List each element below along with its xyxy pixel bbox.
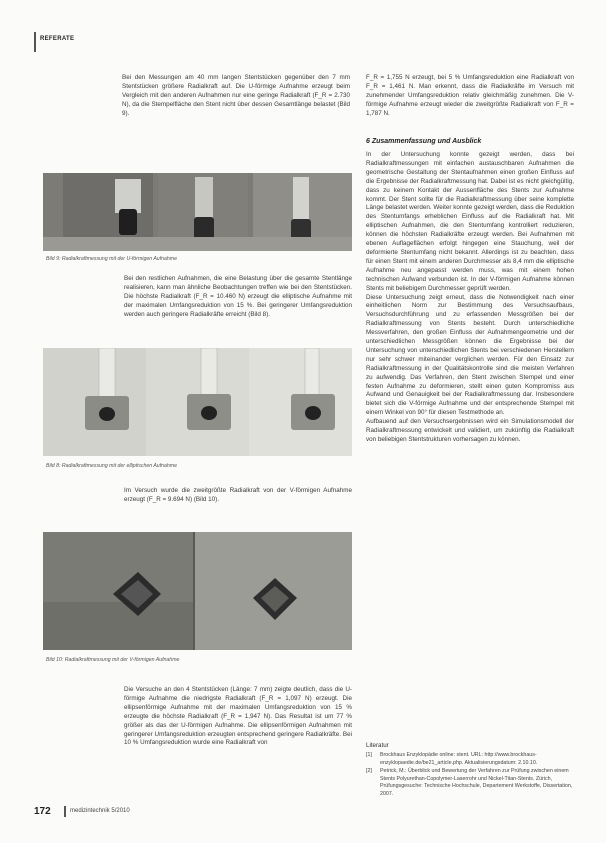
section-6-paragraph-3: Aufbauend auf den Versuchsergebnissen wird ein Simulationsmodell der Radialkraftmessung entwickelt und validiert, um zukünftig die Radialkraft von beliebigen Stentstrukturen vorhersagen zu können. (366, 418, 574, 443)
section-6-paragraph-1: In der Untersuchung konnte gezeigt werden, dass bei Radialkraftmessungen mit einfachen austauschbaren Aufnahmen die geometrische Gestaltung der Stentaufnahmen einen großen Einfluss auf die Ergebnisse der Radialkraftmessung hat. Dabei ist es nicht gleichgültig, dass zu keinem Kontakt der Aussenfläche des Stents zur Aufnahme kommt. Der Stent sollte für die Radialkraftmessung über seine komplette Länge belastet werden. Weiter konnte gezeigt werden, dass die Reduktion des Stentumfangs erheblichen Einfluss auf die Radialkraft hat. Mit elliptischen Aufnahmen, die den Stentumfang kontrolliert reduzieren, können die höchsten Radialkräfte erzeugt werden. Bei Aufnahmen mit ebenen Auflageflächen erfolgt hingegen eine Stauchung, weil der deformierte Stentumfang nicht bekannt. Allerdings ist zu beachten, dass für einen Stent mit einem anderen Durchmesser als 8,4 mm die elliptische Aufnahme neu angepasst werden muss, was mit einem hohen technischen Aufwand verbunden ist. In der V-förmigen Aufnahme können Stents mit beliebigem Durchmesser geprüft werden. (366, 151, 574, 292)
figure-10-photo (43, 532, 352, 650)
reference-number: [1] (366, 752, 372, 758)
section-6-body (366, 151, 574, 445)
top-left-paragraph (122, 74, 350, 119)
paragraph-text: Die Versuche an den 4 Stentstücken (Länge: 7 mm) zeigte deutlich, dass die U-förmige Aufnahme die niedrigste Radialkraft (F_R = 1,097 N) erzeugt. Die ellipsenförmige Aufnahme mit der maximalen Umfangsreduktion von 15 % erzeugte die höchste Radialkraft (F_R = 1,947 N). Das Resultat ist um 77 % größer als das der U-förmigen Aufnahme. Die ellipsenförmigen Aufnahmen mit geringerer Umfangsreduktion erzeugten entsprechend geringere Radialkräfte. Bei 10 % Umfangsreduktion wurde eine Radialkraft von (124, 686, 352, 747)
reference-number: [2] (366, 768, 372, 775)
reference-item (366, 768, 574, 798)
section-6-heading: 6 Zusammenfassung und Ausblick (366, 138, 482, 145)
header-rule (34, 32, 36, 52)
section-6-paragraph-2: Diese Untersuchung zeigt erneut, dass die Notwendigkeit nach einer einheitlichen Norm zur Bestimmung des Versuchsaufbaus, Versuchsdurchführung und zu erfassenden Messgrößen bei der Radialkraftmessung von Stents besteht. Durch unterschiedliche Messverfahren, den großen Einfluss der Aufnahmengeometrie und der unterschiedlichen Messgrößen können die Ergebnisse bei der Untersuchung von unterschiedlichen Stents bei verschiedenen Herstellern nur sehr schwer miteinander verglichen werden. Für den Einsatz zur Radialkraftmessung in der Qualitätskontrolle sind die meisten Verfahren zu aufwendig. Das Verfahren, den Stent zwischen Stempel und einer festen Aufnahme zu deformieren, stellt einen guten Kompromiss aus Aufwand und Genauigkeit bei der Radialkraftmessung dar. Insbesondere bietet sich die V-förmige Aufnahme und der entsprechende Stempel mit einem Winkel von 90° für diesen Testmethode an. (366, 293, 574, 417)
top-right-paragraph (366, 74, 574, 119)
figure-10-image (43, 532, 352, 650)
paragraph-text: F_R = 1,755 N erzeugt, bei 5 % Umfangsreduktion eine Radialkraft von F_R = 1,461 N. Man erkennt, dass die Radialkräfte im Versuch mit zunehmender Umfangsreduktion relativ gleichmäßig zunehmen. Die V-förmige Aufnahme erzeugt wieder die zweitgrößte Radialkraft von F_R = 1,787 N. (366, 74, 574, 117)
page-number: 172 (34, 806, 51, 817)
paragraph-text: Bei den Messungen am 40 mm langen Stentstücken gegenüber den 7 mm Stentstücken größere Radialkraft auf. Die U-förmige Aufnahme erzeugt beim Vergleich mit den anderen Aufnahmen nur eine geringe Radialkraft (F_R = 2.730 N), da die Stempelfläche den Stent nicht über dessen Gesamtlänge belastet (Bild 9). (122, 74, 350, 117)
footer-rule (64, 806, 66, 817)
paragraph-text: Bei den restlichen Aufnahmen, die eine Belastung über die gesamte Stentlänge realisieren, kann man ähnliche Beobachtungen treffen wie bei den Stentstücken. Die höchste Radialkraft (F_R = 10.460 N) erzeugt die elliptische Aufnahme mit der maximalen Umfangsreduktion von 15 %. Bei geringerer Umfangsreduktion werden auch geringere Radialkräfte erreicht (Bild 8). (124, 275, 352, 318)
fig8-paragraph (124, 275, 352, 320)
fig10-paragraph (124, 487, 352, 505)
references-list (366, 752, 574, 800)
references-title: Literatur (366, 742, 389, 749)
paragraph-text: Im Versuch wurde die zweitgrößte Radialkraft von der V-förmigen Aufnahme erzeugt (F_R = 9.694 N) (Bild 10). (124, 487, 352, 503)
figure-8-photo (43, 348, 352, 456)
section-label: REFERATE (40, 36, 75, 42)
figure-8-image (43, 348, 352, 456)
figure-9-photo (43, 173, 352, 251)
figure-9-caption: Bild 9: Radialkraftmessung mit der U-förmigen Aufnahme (46, 256, 177, 262)
figure-8-caption: Bild 8: Radialkraftmessung mit der elliptischen Aufnahme (46, 463, 177, 469)
figure-9-image (43, 173, 352, 251)
figure-10-caption: Bild 10: Radialkraftmessung mit der V-förmigen Aufnahme (46, 657, 180, 663)
publication-source: medizintechnik 5/2010 (70, 808, 130, 814)
reference-item (366, 752, 574, 767)
reference-text: Petrick, M.: Überblick und Bewertung der Verfahren zur Prüfung zwischen einem Stents Polyurethan-Copolymer-Laserrohr und Nickel-Titan-Stents. Zürich, Prüfungsgesuche: Technische Hochschule, Departement Werkstoffe, Dissertation, 2007. (380, 768, 573, 797)
reference-text: Brockhaus Enzyklopädie online: stent. URL: http://www.brockhaus-enzyklopaedie.de/be21_article.php. Aktualisierungsdatum: 2.10.10. (380, 752, 538, 766)
bottom-left-paragraph (124, 686, 352, 748)
